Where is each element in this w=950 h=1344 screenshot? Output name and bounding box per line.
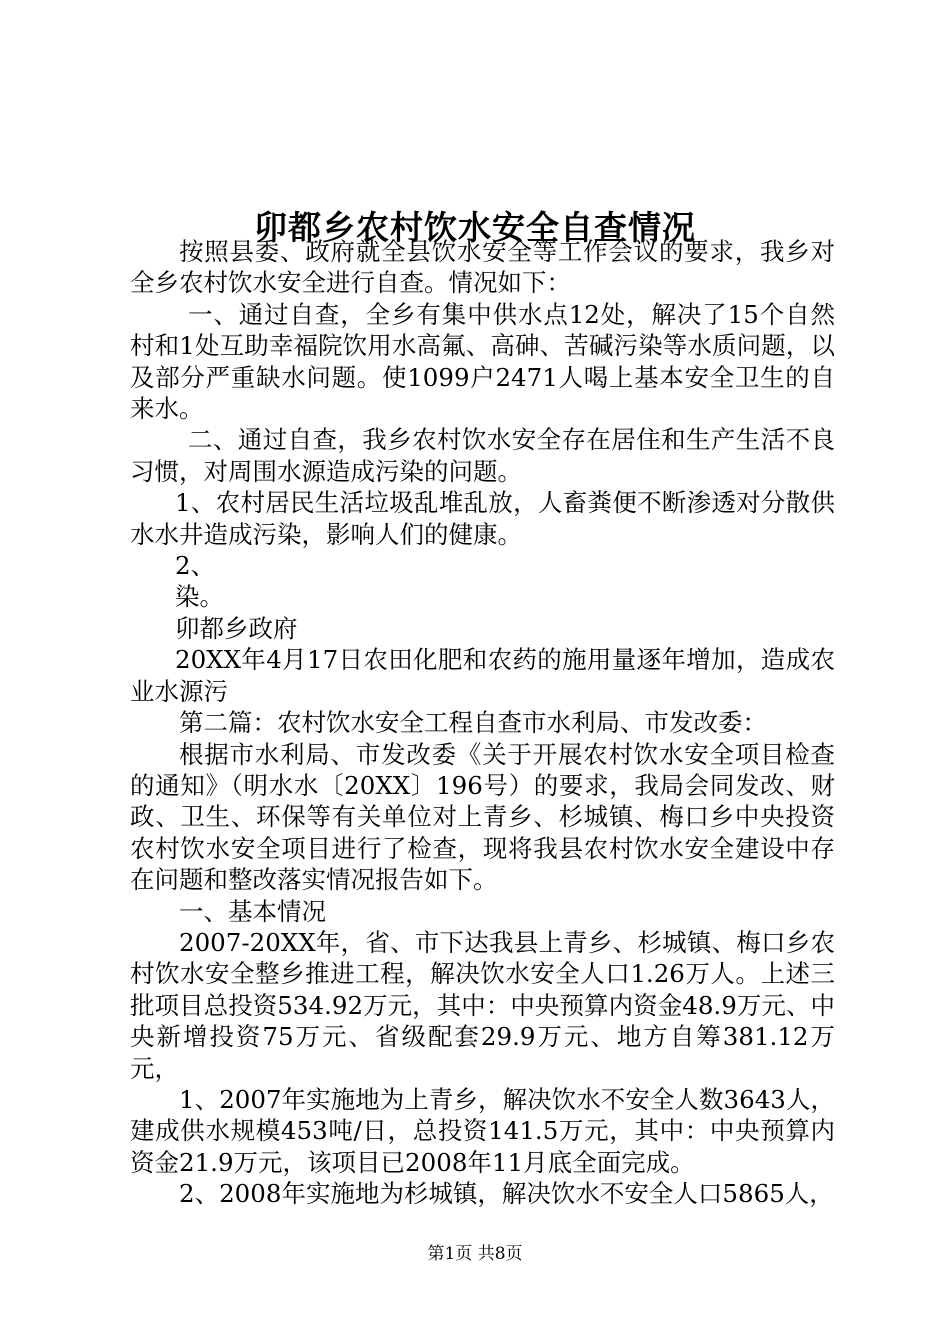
paragraph: 2、 — [175, 551, 216, 581]
paragraph: 二、通过自查，我乡农村饮水安全存在居住和生产生活不良习惯，对周围水源造成污染的问题。 — [130, 425, 835, 486]
section-heading: 一、基本情况 — [179, 896, 326, 926]
page-footer: 第1页 共8页 — [427, 1244, 523, 1264]
paragraph: 1、农村居民生活垃圾乱堆乱放，人畜粪便不断渗透对分散供水水井造成污染，影响人们的健康。 — [130, 488, 835, 549]
paragraph: 一、通过自查，全乡有集中供水点12处，解决了15个自然村和1处互助幸福院饮用水高氟、高砷、苦碱污染等水质问题，以及部分严重缺水问题。使1099户2471人喝上基本安全卫生的自来水。 — [130, 299, 835, 424]
paragraph: 根据市水利局、市发改委《关于开展农村饮水安全项目检查的通知》（明水水〔20XX〕196号）的要求，我局会同发改、财政、卫生、环保等有关单位对上青乡、杉城镇、梅口乡中央投资农村饮水安全项目进行了检查，现将我县农村饮水安全建设中存在问题和整改落实情况报告如下。 — [130, 739, 835, 895]
paragraph: 按照县委、政府就全县饮水安全等工作会议的要求，我乡对全乡农村饮水安全进行自查。情况如下： — [130, 237, 835, 298]
paragraph: 20XX年4月17日农田化肥和农药的施用量逐年增加，造成农业水源污 — [130, 645, 835, 706]
paragraph: 2007-20XX年，省、市下达我县上青乡、杉城镇、梅口乡农村饮水安全整乡推进工程，解决饮水安全人口1.26万人。上述三批项目总投资534.92万元，其中：中央预算内资金48.9万元、中央新增投资75万元、省级配套29.9万元、地方自筹381.12万元， — [130, 927, 835, 1083]
paragraph: 染。 — [175, 582, 224, 612]
document-body — [130, 236, 835, 1210]
signature-line: 卯都乡政府 — [175, 613, 298, 643]
section-heading: 第二篇：农村饮水安全工程自查市水利局、市发改委： — [179, 708, 767, 738]
document-title: 卯都乡农村饮水安全自查情况 — [254, 208, 696, 248]
paragraph: 2、2008年实施地为杉城镇，解决饮水不安全人口5865人， — [179, 1179, 834, 1209]
paragraph: 1、2007年实施地为上青乡，解决饮水不安全人数3643人，建成供水规模453吨/日，总投资141.5万元，其中：中央预算内资金21.9万元，该项目已2008年11月底全面完成。 — [130, 1084, 835, 1177]
